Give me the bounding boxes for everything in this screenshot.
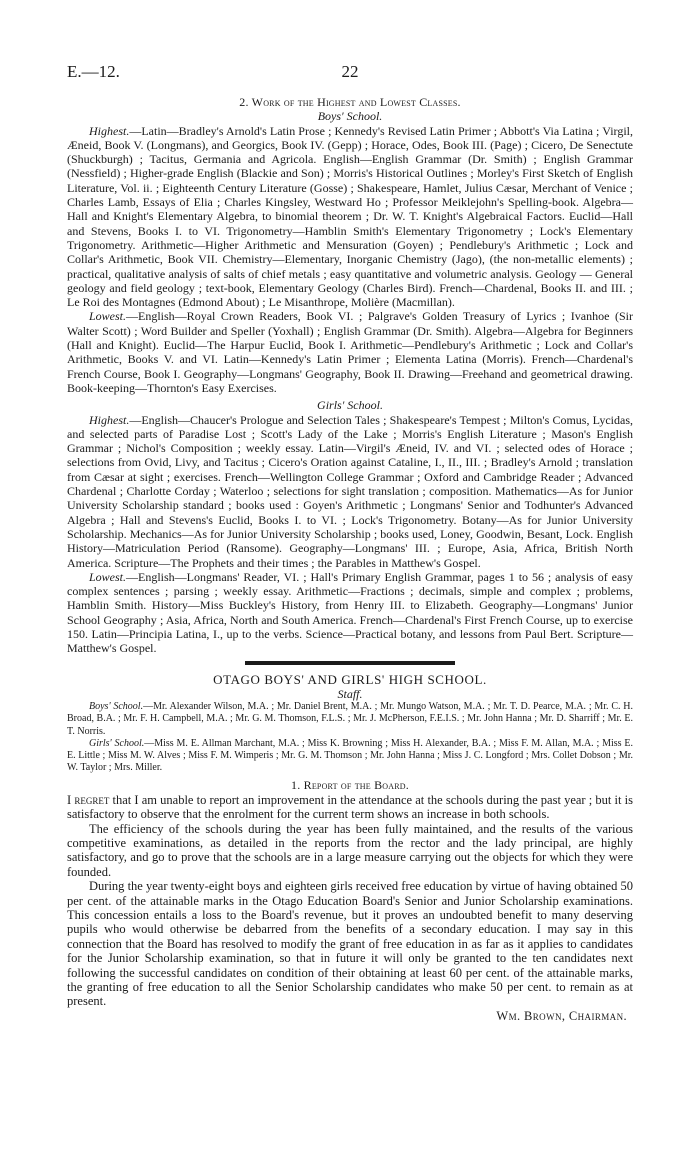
girls-highest-paragraph bbox=[67, 413, 633, 570]
boys-highest-paragraph bbox=[67, 124, 633, 310]
report-lead-words: I regret bbox=[67, 792, 110, 807]
otago-school-title: OTAGO BOYS' AND GIRLS' HIGH SCHOOL. bbox=[213, 671, 487, 687]
girls-staff-label: Girls' School. bbox=[89, 737, 145, 749]
boys-highest-label: Highest. bbox=[89, 123, 130, 138]
report-paragraph-1-text: that I am unable to report an improvement in the attendance at the schools during the past year ; but it is satisfactory to observe that the enrolment for the current term shows an increase in both schools. bbox=[67, 792, 633, 822]
page-number: 22 bbox=[341, 62, 359, 81]
boys-staff-paragraph bbox=[67, 701, 633, 738]
boys-lowest-label: Lowest. bbox=[89, 309, 127, 324]
section-title-work: 2. Work of the Highest and Lowest Classes. bbox=[239, 95, 461, 109]
section-divider bbox=[245, 661, 455, 665]
boys-staff-label: Boys' School. bbox=[89, 701, 144, 713]
girls-lowest-label: Lowest. bbox=[89, 569, 127, 584]
girls-staff-paragraph bbox=[67, 738, 633, 775]
report-paragraph-3: During the year twenty-eight boys and eighteen girls received free education by virtue of having obtained 50 per cent. of the attainable marks in the Otago Education Board's Senior and Junior Scholarship examinations. This concession entails a loss to the Board's revenue, but it proves an undoubted benefit to many deserving pupils who would otherwise be debarred from the benefits of a secondary education. I may say in this connection that the Board has resolved to modify the grant of free education in as far as it applies to candidates for the Junior Scholarship examination, so that in future it will only be granted to the ten candidates next following the successful candidates on condition of their obtaining at least 60 per cent. of the attainable marks, the granting of free education to all the Senior Scholarship candidates who make 50 per cent. to remain as at present. bbox=[67, 879, 633, 1009]
boys-school-heading: Boys' School. bbox=[317, 109, 383, 124]
girls-lowest-text: —English—Longmans' Reader, VI. ; Hall's Primary English Grammar, pages 1 to 56 ; analysis of easy complex sentences ; parsing ; weekly essay. Arithmetic—Fractions ; decimals, simple and complex ; problems, Hamblin Smith. History—Miss Buckley's History, from Henry III. to Elizabeth. Geography—Longmans' Junior School Geography ; Asia, Africa, North and South America. French—Chardenal's First French Course, up to exercise 150. Latin—Principia Latina, I., up to the verbs. Science—Practical botany, and lessons from Paul Bert. Scripture—Matthew's Gospel. bbox=[67, 569, 633, 656]
staff-list bbox=[67, 701, 633, 774]
boys-lowest-paragraph bbox=[67, 309, 633, 395]
girls-lowest-paragraph bbox=[67, 570, 633, 656]
boys-highest-text: —Latin—Bradley's Arnold's Latin Prose ; Kennedy's Revised Latin Primer ; Abbott's Via Latina ; Virgil, Æneid, Book V. (Longmans), and Georgics, Book IV. (Gepp) ; Horace, Odes, Book III. (Page) ; Cicero, De Senectute (Shuckburgh) ; Tacitus, Germania and Agricola. English—English Grammar (Dr. Smith) ; English Grammar (Nessfield) ; Higher-grade English (Blackie and Son) ; Morris's Historical Outlines ; Morley's First Sketch of English Literature, Vol. ii. ; Eighteenth Century Literature (Gosse) ; Shakespeare, Hamlet, Julius Cæsar, Merchant of Venice ; Charles Lamb, Essays of Elia ; Charles Kingsley, Westward Ho ; Professor Meiklejohn's Spelling-book. Algebra—Hall and Knight's Elementary Algebra, to binomial theorem ; Dr. W. T. Knight's Algebraical Factors. Euclid—Hall and Stevens, Books I. to VI. Trigonometry—Hamblin Smith's Elementary Trigonometry ; Lock's Elementary Trigonometry. Arithmetic—Higher Arithmetic and Mensuration (Goyen) ; Pendlebury's Arithmetic ; Lock and Collar's Arithmetic, Book VII. Chemistry—Elementary, Inorganic Chemistry (Jago), (the non-metallic elements) ; practical, qualitative analysis of salts of chief metals ; easy quantitative and volumetric analysis. Geology — General geology and field geology ; text-book, Elementary Geology (Charles Bird). French—Chardenal, Books II. and III. ; Le Roi des Montagnes (Edmond About) ; Le Misanthrope, Molière (Macmillan). bbox=[67, 123, 633, 310]
girls-highest-text: —English—Chaucer's Prologue and Selection Tales ; Shakespeare's Tempest ; Milton's Comus, Lycidas, and selected parts of Paradise Lost ; Scott's Lady of the Lake ; Morris's English Literature ; Mason's English Grammar ; Nichol's Composition ; weekly essay. Latin—Virgil's Æneid, IV. and VI. ; selected odes of Horace ; selections from Ovid, Livy, and Tacitus ; Cicero's Oration against Cataline, I., II., III. ; Bradley's Arnold ; translation from Cæsar at sight ; exercises. French—Wellington College Grammar ; Oxford and Cambridge Reader ; Advanced Chardenal ; Charlotte Corday ; Waterloo ; selections for sight translation ; composition. Mathematics—As for Junior University Scholarship standard ; books used : Goyen's Arithmetic ; Longmans' Senior and Todhunter's Advanced Algebra ; Hall and Stevens's Euclid, Books I. to VI. ; Lock's Trigonometry. Botany—As for Junior University Scholarship. Mechanics—As for Junior University Scholarship ; books used, Loney, Goodwin, Besant, Lock. English History—Matriculation Period (Ransome). Geography—Longmans' III. ; Europe, Asia, Africa, British North America. Scripture—The Prophets and their times ; the Parables in Matthew's Gospel. bbox=[67, 412, 633, 570]
girls-highest-label: Highest. bbox=[89, 412, 130, 427]
girls-school-heading: Girls' School. bbox=[317, 398, 383, 413]
staff-heading: Staff. bbox=[337, 686, 363, 701]
report-paragraph-1 bbox=[67, 793, 633, 822]
boys-lowest-text: —English—Royal Crown Readers, Book VI. ; Palgrave's Golden Treasury of Lyrics ; Ivanhoe (Sir Walter Scott) ; Word Builder and Speller (Yoxhall) ; English Grammar (Dr. Smith). Algebra—Algebra for Beginners (Hall and Knight). Euclid—The Harpur Euclid, Book I. Arithmetic—Pendlebury's Arithmetic ; Lock and Collar's Arithmetic, Books V. and VI. Latin—Kennedy's Latin Primer ; Elementa Latina (Morris). French—Chardenal's French Course, Book I. Geography—Longmans' Geography, Book II. Drawing—Freehand and geometrical drawing. Book-keeping—Thornton's Easy Exercises. bbox=[67, 309, 633, 395]
document-code: E.—12. bbox=[67, 62, 120, 81]
board-report bbox=[67, 793, 633, 1024]
report-paragraph-2: The efficiency of the schools during the year has been fully maintained, and the results of the various competitive examinations, as detailed in the reports from the rector and the lady principal, are highly satisfactory, and go to prove that the schools are in a large measure carrying out the objects for which they were founded. bbox=[67, 821, 633, 879]
boys-staff-text: —Mr. Alexander Wilson, M.A. ; Mr. Daniel Brent, M.A. ; Mr. Mungo Watson, M.A. ; Mr. T. D. Pearce, M.A. ; Mr. C. H. Broad, B.A. ; Mr. F. H. Campbell, M.A. ; Mr. G. M. Thomson, F.L.S. ; Mr. J. McPherson, F.E.I.S. ; Mr. John Hanna ; Mr. D. Sharriff ; Mr. E. T. Norris. bbox=[67, 701, 634, 737]
page-header bbox=[67, 62, 633, 84]
chairman-signature: Wm. Brown, Chairman. bbox=[496, 1008, 627, 1023]
page-body bbox=[67, 95, 633, 1023]
report-heading: 1. Report of the Board. bbox=[291, 778, 409, 793]
girls-staff-text: —Miss M. E. Allman Marchant, M.A. ; Miss K. Browning ; Miss H. Alexander, B.A. ; Miss F. M. Allan, M.A. ; Miss E. E. Little ; Miss M. W. Alves ; Miss F. M. Wimperis ; Mr. G. M. Thomson ; Mr. John Hanna ; Miss J. C. Longford ; Mrs. Collet Dobson ; Mr. W. Taylor ; Mrs. Miller. bbox=[67, 737, 633, 774]
